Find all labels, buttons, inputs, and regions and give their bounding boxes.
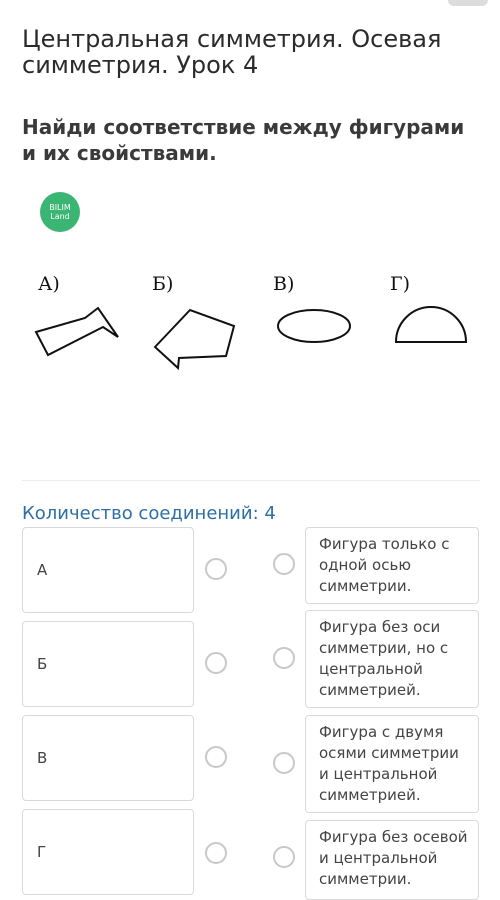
left-connector-a[interactable] xyxy=(205,558,227,580)
right-item-1[interactable]: Фигура только с одной осью симметрии. xyxy=(305,527,479,604)
connections-count: Количество соединений: 4 xyxy=(22,503,276,524)
figures-image xyxy=(0,260,500,380)
left-item-label: В xyxy=(37,749,48,767)
figure-label-v: В) xyxy=(273,273,295,295)
lesson-title: Центральная симметрия. Осевая симметрия. Урок 4 xyxy=(22,25,442,79)
right-item-3[interactable]: Фигура с двумя осями симметрии и центральной симметрией. xyxy=(305,715,479,813)
figure-label-a: А) xyxy=(38,273,60,295)
right-item-2[interactable]: Фигура без оси симметрии, но с центральной симметрией. xyxy=(305,610,479,708)
bilimland-logo xyxy=(40,192,80,232)
left-item-v[interactable] xyxy=(22,715,194,801)
section-divider xyxy=(22,480,480,481)
left-item-label: А xyxy=(37,561,48,579)
figure-label-g: Г) xyxy=(390,273,410,295)
right-connector-4[interactable] xyxy=(273,846,295,868)
ellipse-icon xyxy=(278,310,350,342)
left-item-a[interactable] xyxy=(22,527,194,613)
right-connector-1[interactable] xyxy=(273,553,295,575)
left-item-label: Г xyxy=(37,843,47,861)
question-text: Найди соответствие между фигурами и их свойствами. xyxy=(22,115,465,165)
left-item-b[interactable] xyxy=(22,621,194,707)
semicircle-icon xyxy=(396,307,466,342)
left-item-g[interactable] xyxy=(22,809,194,895)
zigzag-polygon-icon xyxy=(36,308,118,355)
right-connector-3[interactable] xyxy=(273,752,295,774)
top-menu-button[interactable] xyxy=(448,0,488,6)
left-connector-v[interactable] xyxy=(205,746,227,768)
left-item-label: Б xyxy=(37,655,48,673)
logo-line1: BILIM xyxy=(49,203,71,212)
left-connector-b[interactable] xyxy=(205,652,227,674)
logo-line2: Land xyxy=(50,212,70,221)
irregular-pentagon-icon xyxy=(155,310,234,368)
right-connector-2[interactable] xyxy=(273,647,295,669)
right-item-4[interactable]: Фигура без осевой и центральной симметрии. xyxy=(305,820,479,900)
figure-label-b: Б) xyxy=(152,273,174,295)
left-connector-g[interactable] xyxy=(205,842,227,864)
